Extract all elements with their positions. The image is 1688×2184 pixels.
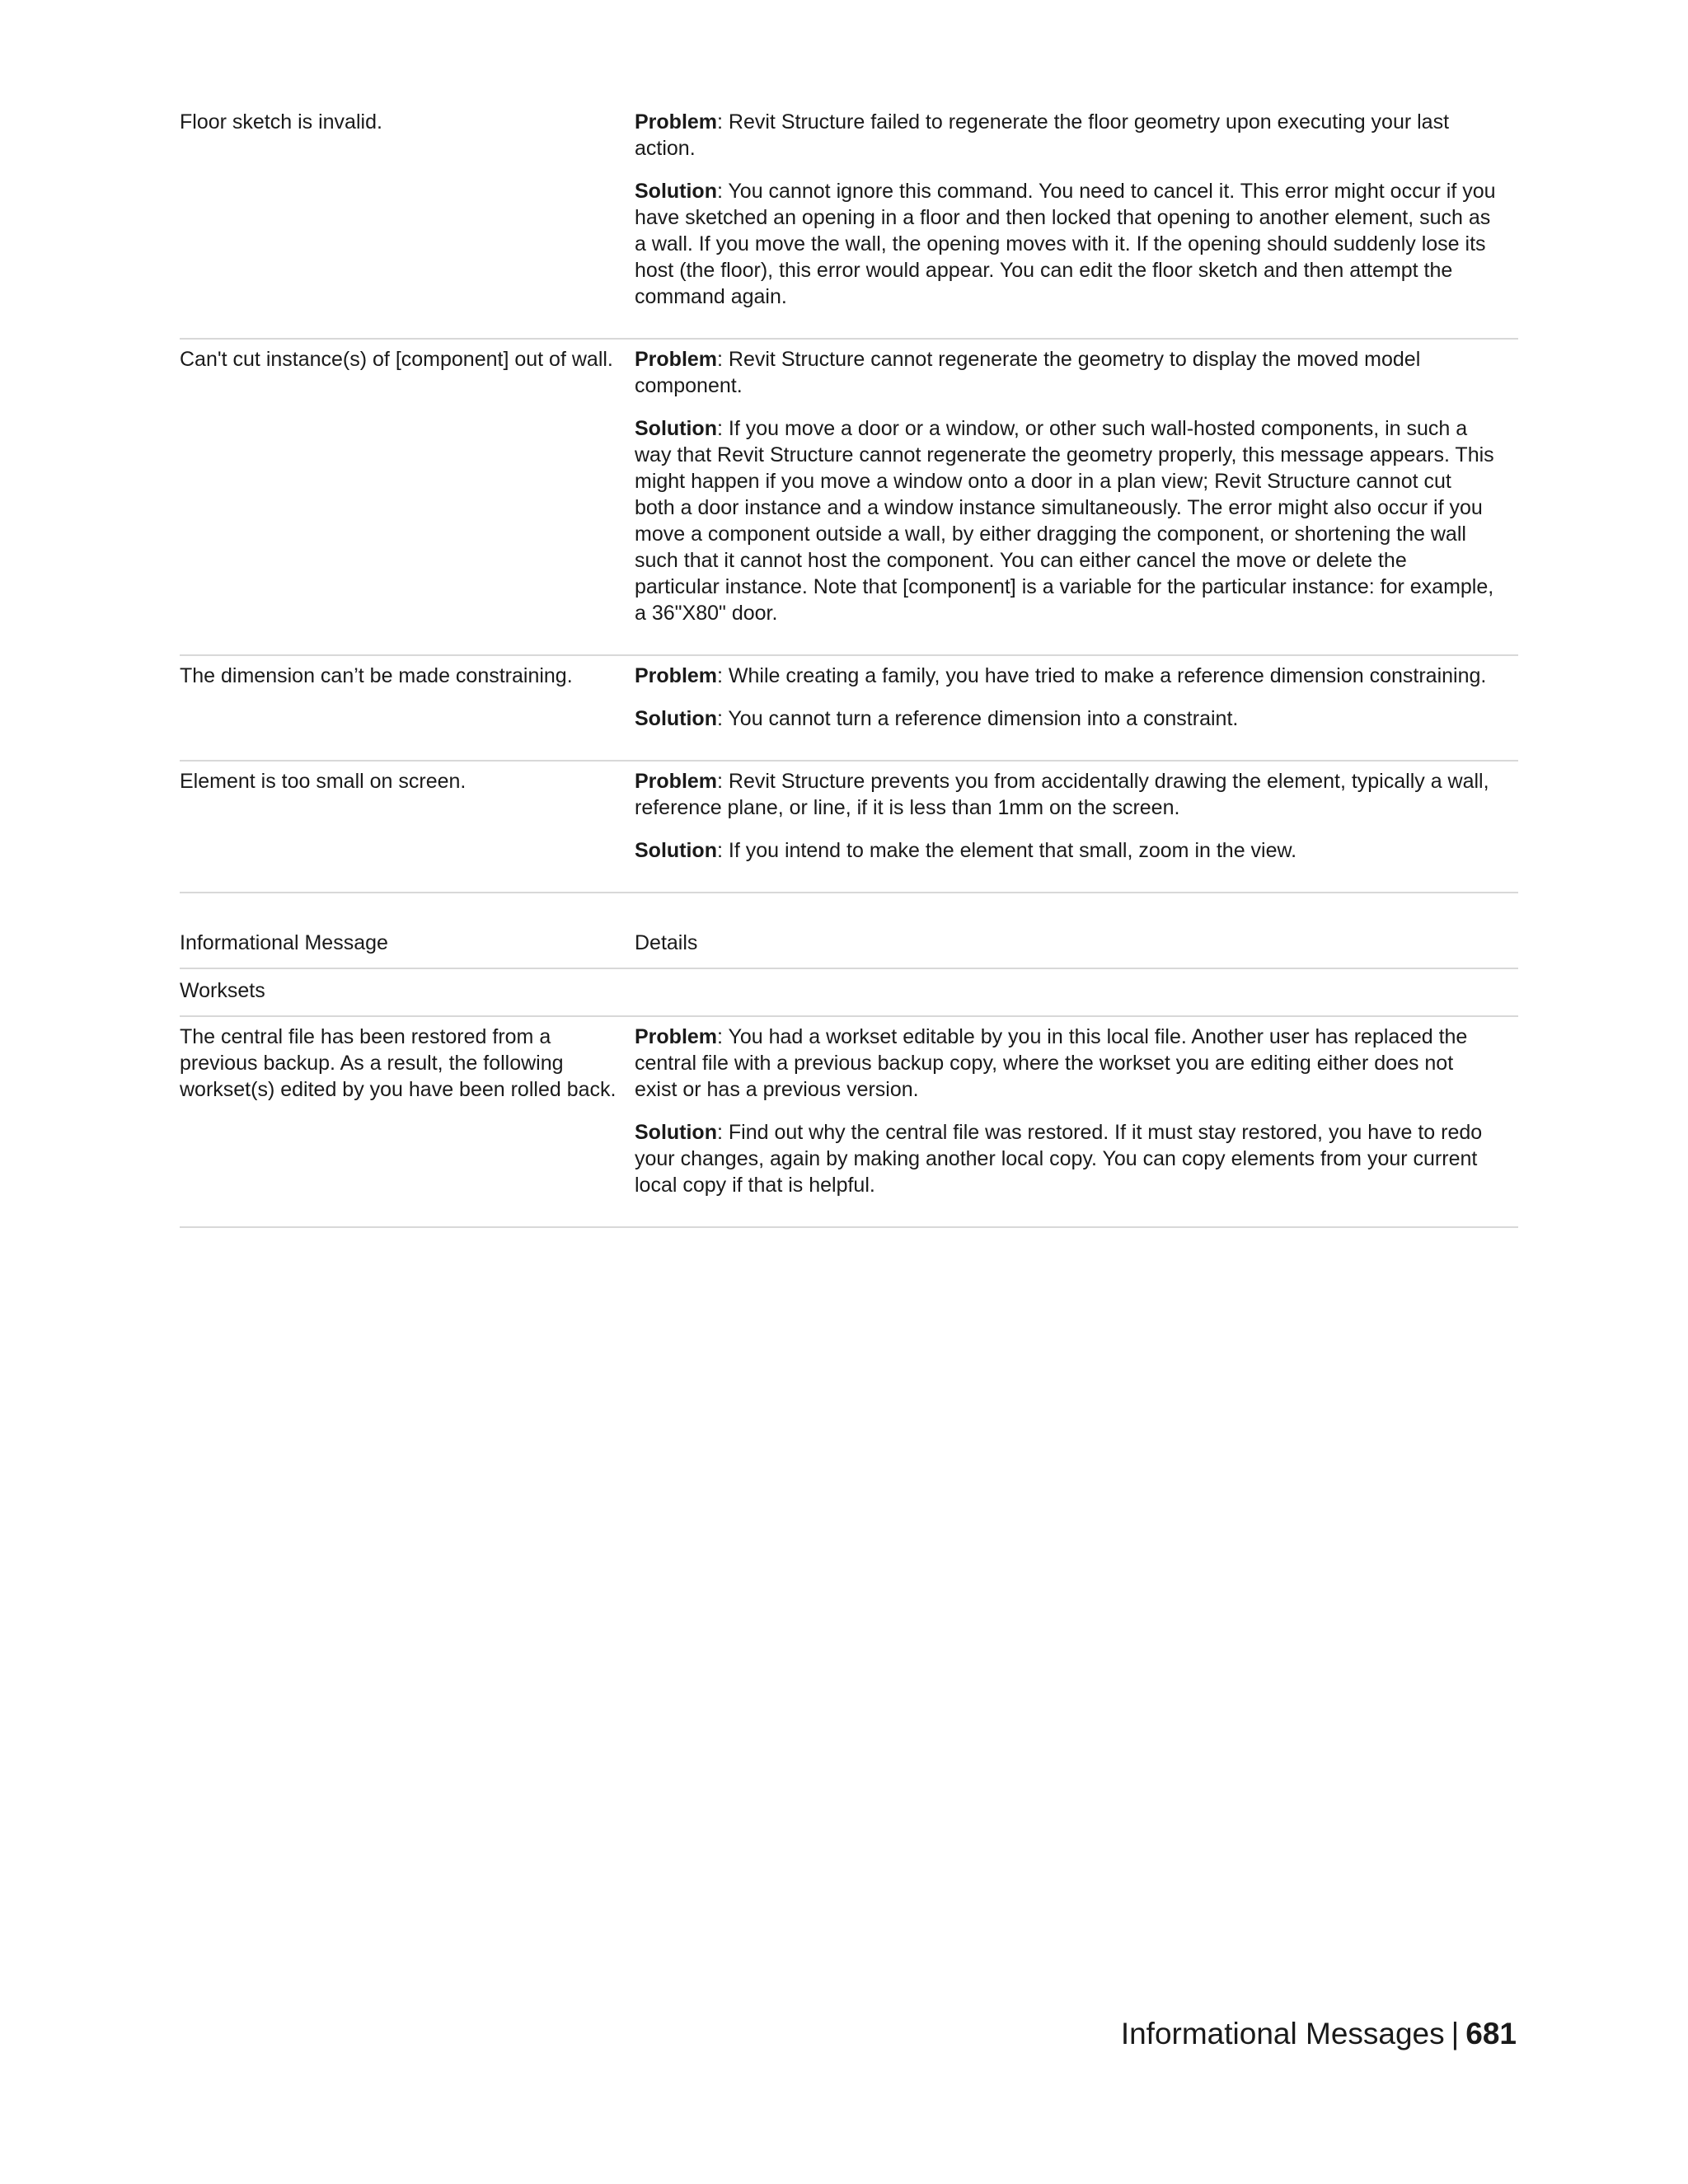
problem-paragraph [635,346,1497,399]
problem-text: : Revit Structure failed to regenerate the floor geometry upon executing your last action. [635,110,1450,160]
solution-paragraph [635,705,1497,732]
solution-text: : You cannot turn a reference dimension into a constraint. [716,707,1239,730]
message-cell: Element is too small on screen. [180,770,467,793]
problem-label: Problem [635,1025,718,1048]
problem-text: : You had a workset editable by you in this local file. Another user has replaced the central file with a previous backup copy, where the workset you are editing either does not exist or has a previous version. [635,1025,1468,1101]
section-heading-row [180,969,1518,1017]
solution-label: Solution [635,839,717,862]
table-continued [180,102,1518,893]
problem-label: Problem [635,664,718,687]
table-row [180,762,1518,893]
message-cell: The dimension can’t be made constraining. [180,664,573,687]
worksets-table [180,923,1518,1228]
solution-paragraph [635,415,1497,626]
footer-title: Informational Messages [1120,2017,1445,2050]
solution-text: : If you intend to make the element that small, zoom in the view. [716,839,1297,862]
problem-paragraph [635,663,1497,689]
solution-label: Solution [635,1121,717,1144]
problem-text: : Revit Structure cannot regenerate the geometry to display the moved model component. [635,348,1421,397]
table-header-row [180,923,1518,969]
table-row [180,340,1518,656]
section-heading-empty [635,977,1518,1004]
solution-text: : Find out why the central file was restored. If it must stay restored, you have to redo your changes, again by making another local copy. You can copy elements from your current local copy if that is helpful. [635,1121,1483,1197]
solution-label: Solution [635,180,717,203]
details-cell [635,109,1518,310]
problem-text: : While creating a family, you have tried to make a reference dimension constraining. [717,664,1487,687]
message-cell: The central file has been restored from a previous backup. As a result, the following workset(s) edited by you have been rolled back. [180,1025,617,1101]
page-number: 681 [1465,2017,1517,2050]
table-row [180,1017,1518,1228]
message-cell: Can't cut instance(s) of [component] out of wall. [180,348,613,371]
problem-paragraph [635,109,1497,162]
solution-label: Solution [635,707,717,730]
details-cell [635,768,1518,864]
solution-paragraph [635,178,1497,310]
page-footer [1121,2014,1517,2054]
message-cell: Floor sketch is invalid. [180,110,382,134]
solution-text: : If you move a door or a window, or other such wall-hosted components, in such a way that Revit Structure cannot regenerate the geometry properly, this message appears. This might happen if you move a window onto a door in a plan view; Revit Structure cannot cut both a door instance and a window instance simultaneously. The error might also occur if you move a component outside a wall, by either dragging the component, or shortening the wall such that it cannot host the component. You can either cancel the move or delete the particular instance. Note that [component] is a variable for the particular instance: for example, a 36"X80" door. [635,417,1494,625]
details-cell [635,663,1518,732]
problem-label: Problem [635,110,718,134]
solution-text: : You cannot ignore this command. You need to cancel it. This error might occur if you have sketched an opening in a floor and then locked that opening to another element, such as a wall. If you move the wall, the opening moves with it. If the opening should suddenly lose its host (the floor), this error would appear. You can edit the floor sketch and then attempt the command again. [635,180,1496,308]
solution-paragraph [635,1119,1497,1198]
solution-label: Solution [635,417,717,440]
problem-text: : Revit Structure prevents you from accidentally drawing the element, typically a wall, reference plane, or line, if it is less than 1mm on the screen. [635,770,1489,819]
details-cell [635,346,1518,626]
table-row [180,102,1518,340]
table-spacer [180,893,1518,923]
page-content [180,102,1518,1228]
table-row [180,656,1518,762]
column-header-message: Informational Message [180,931,388,954]
problem-paragraph [635,1024,1497,1103]
problem-label: Problem [635,348,718,371]
column-header-details: Details [635,931,698,954]
details-cell [635,1024,1518,1198]
solution-paragraph [635,837,1497,864]
problem-label: Problem [635,770,718,793]
section-heading: Worksets [180,979,265,1002]
footer-separator: | [1451,2017,1460,2050]
problem-paragraph [635,768,1497,821]
